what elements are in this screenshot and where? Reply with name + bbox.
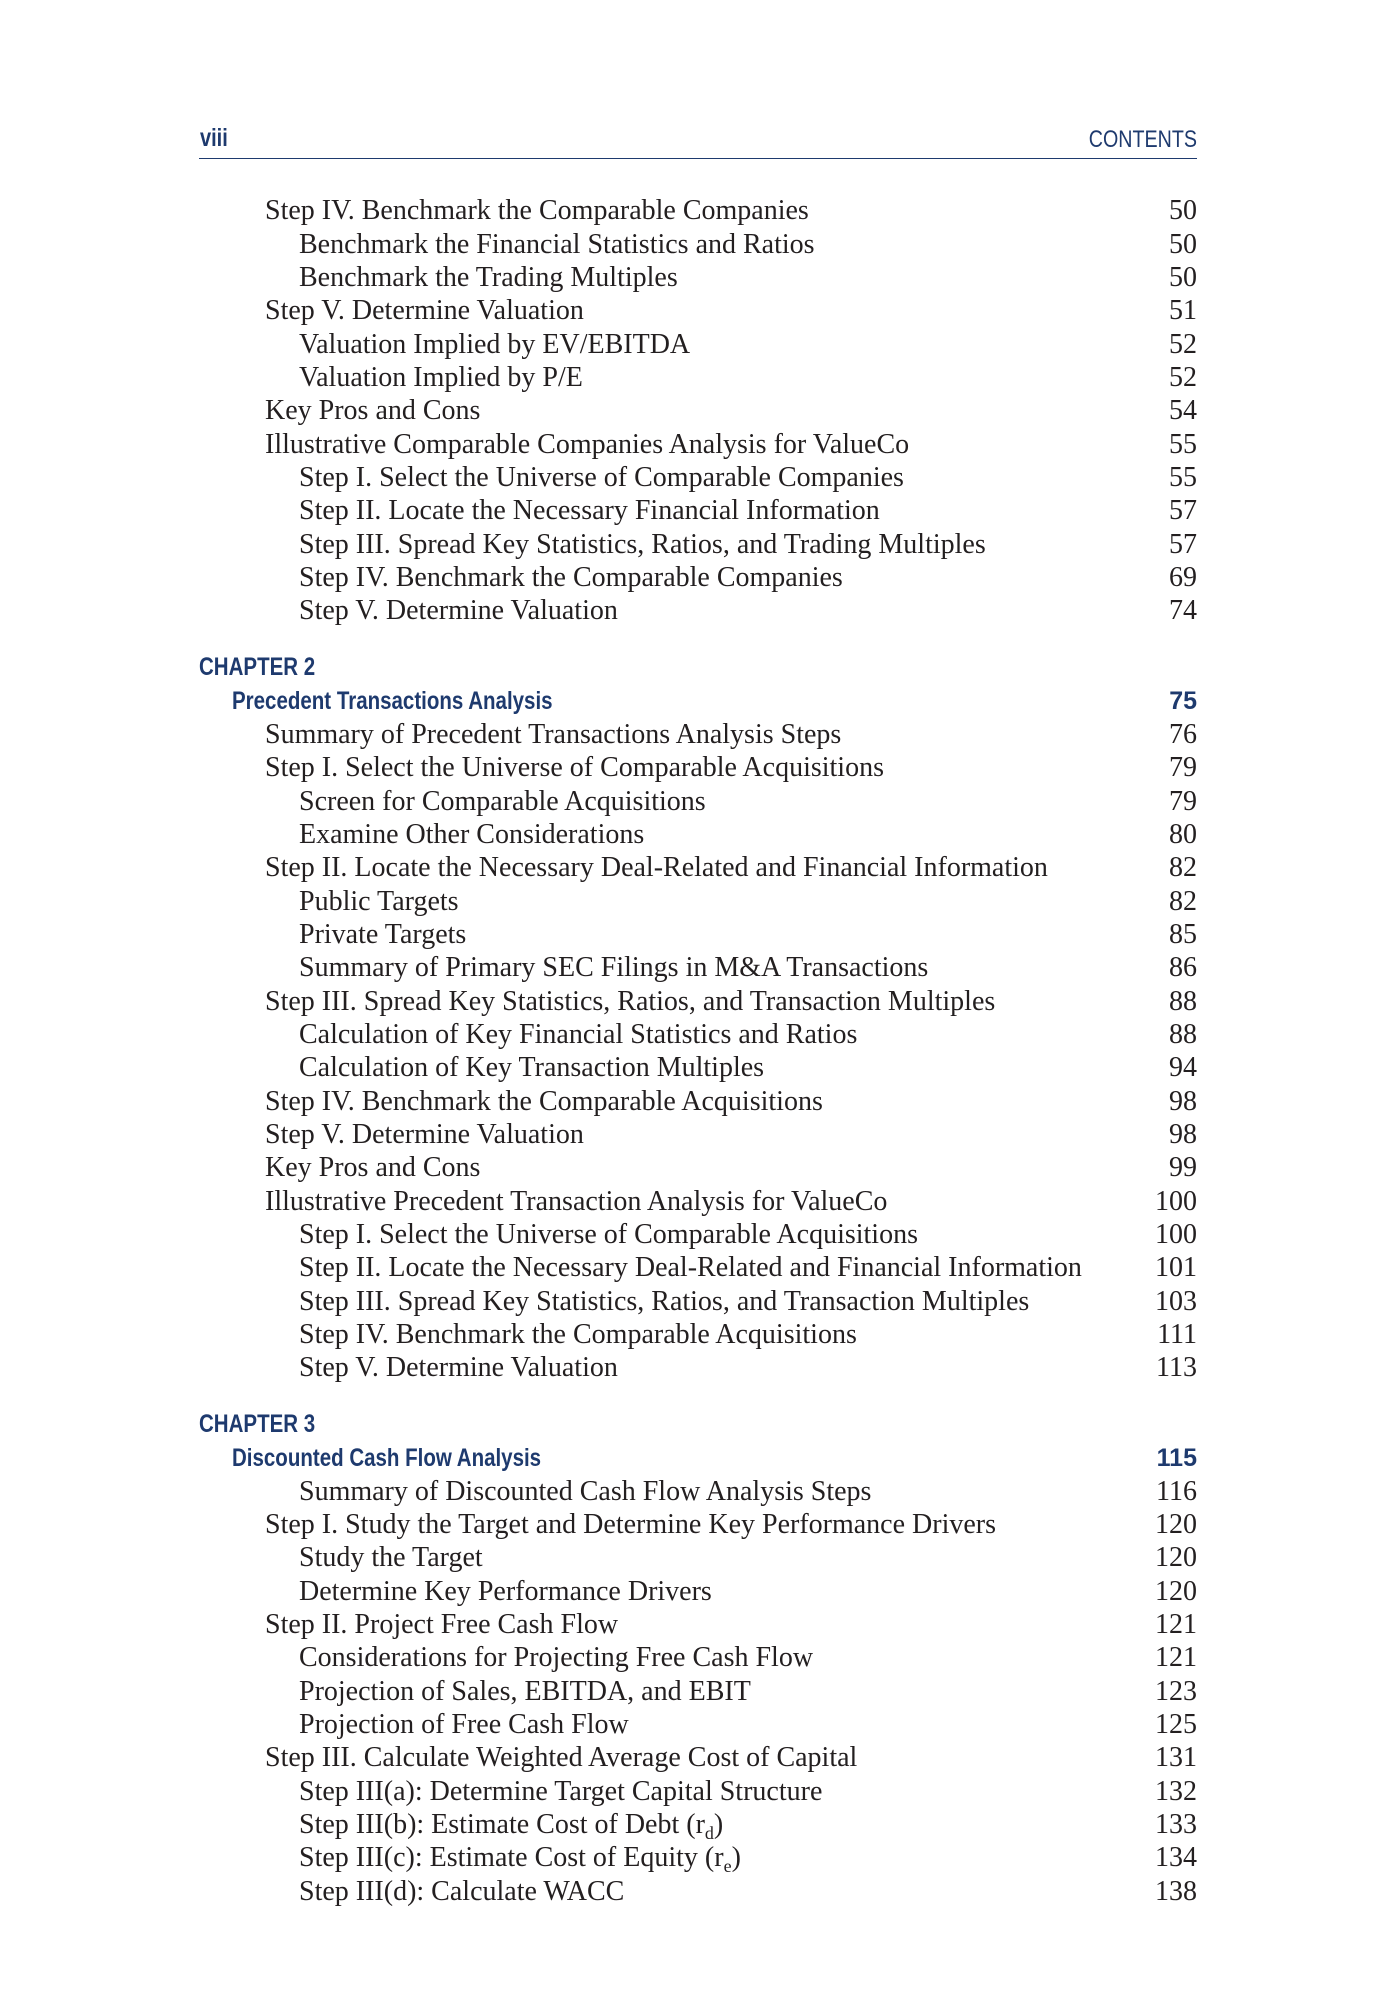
toc-entry[interactable]: Step II. Project Free Cash Flow 121 [265,1609,1197,1640]
toc-page: 74 [1169,595,1197,626]
toc-entry[interactable]: Valuation Implied by EV/EBITDA 52 [299,329,1197,360]
toc-page: 134 [1155,1842,1197,1873]
page-number: viii [200,124,228,152]
toc-page: 85 [1169,919,1197,950]
toc-page: 98 [1169,1119,1197,1150]
toc-entry[interactable]: Determine Key Performance Drivers 120 [299,1576,1197,1607]
toc-page: 52 [1169,362,1197,393]
toc-entry[interactable]: Projection of Sales, EBITDA, and EBIT 123 [299,1676,1197,1707]
toc-page: 101 [1155,1252,1197,1283]
toc-entry[interactable]: Step V. Determine Valuation 98 [265,1119,1197,1150]
toc-page: 82 [1169,886,1197,917]
toc-page: 79 [1169,752,1197,783]
toc-page: 98 [1169,1086,1197,1117]
toc-page: 55 [1169,462,1197,493]
toc-entry[interactable]: Screen for Comparable Acquisitions 79 [299,786,1197,817]
toc-page: 79 [1169,786,1197,817]
toc-page: 82 [1169,852,1197,883]
toc-page: 57 [1169,529,1197,560]
toc-page: 94 [1169,1052,1197,1083]
toc-entry[interactable]: Summary of Discounted Cash Flow Analysis Steps 116 [299,1476,1197,1507]
chapter-2-title[interactable]: Precedent Transactions Analysis 75 [0,684,1400,718]
running-head: CONTENTS [1088,126,1197,153]
toc-entry[interactable]: Step IV. Benchmark the Comparable Acquisitions 98 [265,1086,1197,1117]
toc-page: 52 [1169,329,1197,360]
toc-page: 120 [1155,1542,1197,1573]
toc-entry[interactable]: Step III(a): Determine Target Capital Structure 132 [299,1776,1197,1807]
toc-page: 55 [1169,429,1197,460]
toc-entry[interactable]: Key Pros and Cons 54 [265,395,1197,426]
toc-entry[interactable]: Valuation Implied by P/E 52 [299,362,1197,393]
toc-entry[interactable]: Step I. Select the Universe of Comparable Acquisitions 100 [299,1219,1197,1250]
toc-entry[interactable]: Projection of Free Cash Flow 125 [299,1709,1197,1740]
toc-page: 100 [1155,1186,1197,1217]
toc-page: 76 [1169,719,1197,750]
toc-page: 50 [1169,229,1197,260]
toc-entry[interactable]: Step I. Select the Universe of Comparable Companies 55 [299,462,1197,493]
toc-page: 116 [1156,1476,1197,1507]
toc-entry[interactable]: Summary of Primary SEC Filings in M&A Transactions 86 [299,952,1197,983]
toc-page: 132 [1155,1776,1197,1807]
toc-page: 86 [1169,952,1197,983]
toc-entry[interactable]: Public Targets 82 [299,886,1197,917]
toc-page: 138 [1155,1876,1197,1907]
toc-page: 99 [1169,1152,1197,1183]
toc-page: 80 [1169,819,1197,850]
toc-entry[interactable]: Considerations for Projecting Free Cash Flow 121 [299,1642,1197,1673]
toc-page: 103 [1155,1286,1197,1317]
toc-entry[interactable]: Step V. Determine Valuation 51 [265,295,1197,326]
toc-page: 111 [1157,1319,1197,1350]
toc-entry[interactable]: Step III. Spread Key Statistics, Ratios, and Transaction Multiples 88 [265,986,1197,1017]
chapter-3-title[interactable]: Discounted Cash Flow Analysis 115 [0,1441,1400,1475]
toc-entry[interactable]: Step V. Determine Valuation 74 [299,595,1197,626]
toc-page: 54 [1169,395,1197,426]
toc-entry[interactable]: Benchmark the Financial Statistics and Ratios 50 [299,229,1197,260]
toc-page: 88 [1169,986,1197,1017]
toc-entry[interactable]: Step I. Study the Target and Determine Key Performance Drivers 120 [265,1509,1197,1540]
toc-page: 88 [1169,1019,1197,1050]
toc-entry[interactable]: Step III(c): Estimate Cost of Equity $(r_e)$ 134 [299,1842,1197,1876]
toc-page: 120 [1155,1509,1197,1540]
toc-page: 133 [1155,1809,1197,1840]
toc-entry[interactable]: Step III. Spread Key Statistics, Ratios, and Transaction Multiples 103 [299,1286,1197,1317]
toc-page: 121 [1155,1642,1197,1673]
chapter-2-label: CHAPTER 2 [199,653,316,681]
toc-entry[interactable]: Step I. Select the Universe of Comparable Acquisitions 79 [265,752,1197,783]
toc-entry[interactable]: Step II. Locate the Necessary Financial Information 57 [299,495,1197,526]
toc-page: 123 [1155,1676,1197,1707]
toc-entry[interactable]: Step V. Determine Valuation 113 [299,1352,1197,1383]
toc-page: 69 [1169,562,1197,593]
chapter-3-label: CHAPTER 3 [199,1410,316,1438]
toc-page: 120 [1155,1576,1197,1607]
toc-entry[interactable]: Step II. Locate the Necessary Deal-Related and Financial Information 82 [265,852,1197,883]
toc-entry[interactable]: Illustrative Comparable Companies Analysis for ValueCo 55 [265,429,1197,460]
toc-entry[interactable]: Step IV. Benchmark the Comparable Companies 50 [265,195,1197,226]
toc-page: 113 [1156,1352,1197,1383]
toc-entry[interactable]: Step IV. Benchmark the Comparable Companies 69 [299,562,1197,593]
toc-entry[interactable]: Step III(d): Calculate WACC 138 [299,1876,1197,1907]
toc-entry[interactable]: Key Pros and Cons 99 [265,1152,1197,1183]
toc-page: 50 [1169,262,1197,293]
toc-entry[interactable]: Summary of Precedent Transactions Analysis Steps 76 [265,719,1197,750]
toc-entry[interactable]: Step III. Spread Key Statistics, Ratios, and Trading Multiples 57 [299,529,1197,560]
toc-page: 125 [1155,1709,1197,1740]
toc-entry[interactable]: Step IV. Benchmark the Comparable Acquisitions 111 [299,1319,1197,1350]
toc-entry[interactable]: Step II. Locate the Necessary Deal-Related and Financial Information 101 [299,1252,1197,1283]
toc-page: 121 [1155,1609,1197,1640]
toc-page: 51 [1169,295,1197,326]
chapter-2-page: 75 [1169,687,1197,715]
toc-entry[interactable]: Study the Target 120 [299,1542,1197,1573]
toc-entry[interactable]: Step III. Calculate Weighted Average Cost of Capital 131 [265,1742,1197,1773]
toc-entry[interactable]: Illustrative Precedent Transaction Analysis for ValueCo 100 [265,1186,1197,1217]
toc-page: 57 [1169,495,1197,526]
page-header [199,124,1197,159]
toc-page: 50 [1169,195,1197,226]
toc-page: 131 [1155,1742,1197,1773]
toc-entry[interactable]: Calculation of Key Financial Statistics and Ratios 88 [299,1019,1197,1050]
chapter-3-page: 115 [1156,1444,1197,1472]
toc-entry[interactable]: Private Targets 85 [299,919,1197,950]
toc-entry[interactable]: Step III(b): Estimate Cost of Debt $(r_d)$ 133 [299,1809,1197,1843]
toc-page: 100 [1155,1219,1197,1250]
toc-entry[interactable]: Examine Other Considerations 80 [299,819,1197,850]
toc-entry[interactable]: Calculation of Key Transaction Multiples 94 [299,1052,1197,1083]
toc-entry[interactable]: Benchmark the Trading Multiples 50 [299,262,1197,293]
